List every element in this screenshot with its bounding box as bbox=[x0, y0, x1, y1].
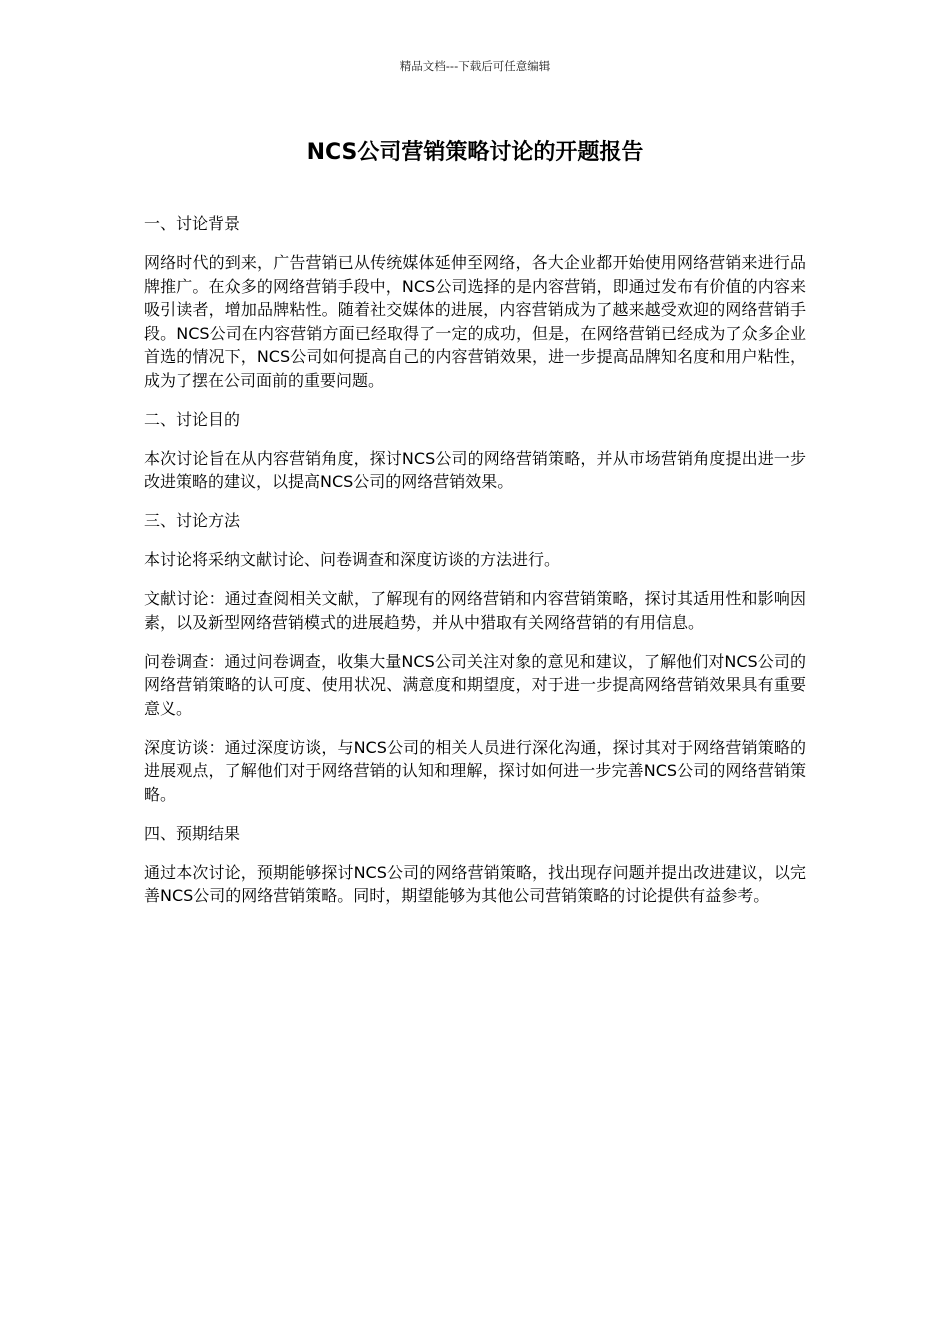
paragraph-method-interview: 深度访谈：通过深度访谈，与NCS公司的相关人员进行深化沟通，探讨其对于网络营销策略的进展观点，了解他们对于网络营销的认知和理解，探讨如何进一步完善NCS公司的网络营销策略。 bbox=[144, 737, 806, 804]
paragraph-expected-results: 通过本次讨论，预期能够探讨NCS公司的网络营销策略，找出现存问题并提出改进建议，以完善NCS公司的网络营销策略。同时，期望能够为其他公司营销策略的讨论提供有益参考。 bbox=[144, 862, 806, 905]
paragraph-method-literature: 文献讨论：通过查阅相关文献，了解现有的网络营销和内容营销策略，探讨其适用性和影响因素，以及新型网络营销模式的进展趋势，并从中猎取有关网络营销的有用信息。 bbox=[144, 589, 806, 632]
paragraph-method-survey: 问卷调查：通过问卷调查，收集大量NCS公司关注对象的意见和建议，了解他们对NCS公司的网络营销策略的认可度、使用状况、满意度和期望度，对于进一步提高网络营销效果具有重要意义。 bbox=[144, 651, 806, 718]
section-heading-expected-results: 四、预期结果 bbox=[144, 823, 241, 843]
paragraph-background: 网络时代的到来，广告营销已从传统媒体延伸至网络，各大企业都开始使用网络营销来进行品牌推广。在众多的网络营销手段中，NCS公司选择的是内容营销，即通过发布有价值的内容来吸引读者，增加品牌粘性。随着社交媒体的进展，内容营销成为了越来越受欢迎的网络营销手段。NCS公司在内容营销方面已经取得了一定的成功，但是，在网络营销已经成为了众多企业首选的情况下，NCS公司如何提高自己的内容营销效果，进一步提高品牌知名度和用户粘性，成为了摆在公司面前的重要问题。 bbox=[144, 253, 806, 390]
section-heading-background: 一、讨论背景 bbox=[144, 214, 241, 233]
page-header-note: 精品文档---下载后可任意编辑 bbox=[399, 59, 551, 73]
document-body bbox=[144, 212, 806, 923]
paragraph-method-intro: 本讨论将采纳文献讨论、问卷调查和深度访谈的方法进行。 bbox=[144, 550, 561, 569]
section-heading-method: 三、讨论方法 bbox=[144, 511, 241, 530]
document-title: NCS公司营销策略讨论的开题报告 bbox=[306, 140, 644, 165]
paragraph-purpose: 本次讨论旨在从内容营销角度，探讨NCS公司的网络营销策略，并从市场营销角度提出进一步改进策略的建议，以提高NCS公司的网络营销效果。 bbox=[144, 448, 806, 491]
section-heading-purpose: 二、讨论目的 bbox=[144, 409, 241, 429]
